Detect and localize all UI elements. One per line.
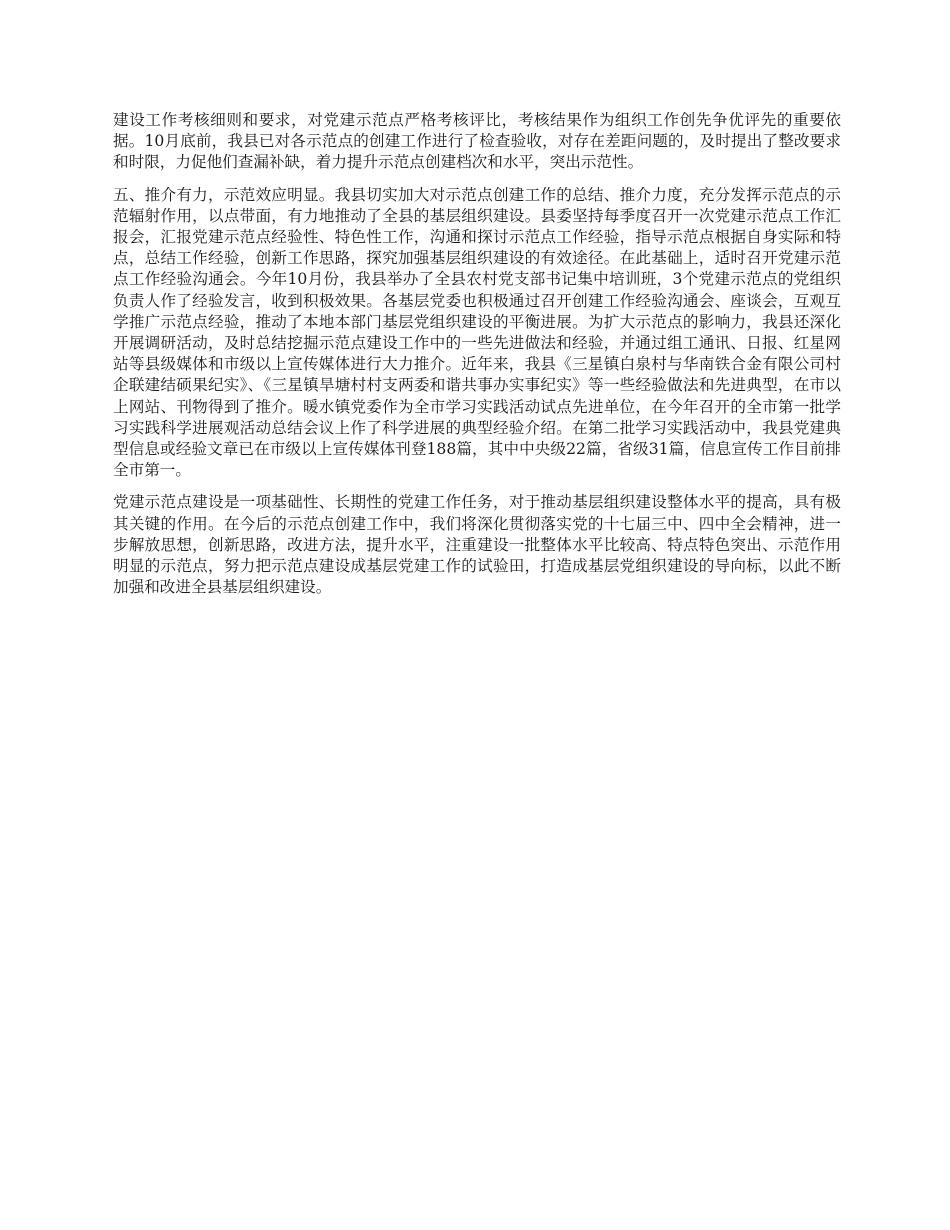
paragraph-assessment: 建设工作考核细则和要求，对党建示范点严格考核评比，考核结果作为组织工作创先争优评先的重要依据。10月底前，我县已对各示范点的创建工作进行了检查验收，对存在差距问题的，及时提出了整改要求和时限，力促他们查漏补缺，着力提升示范点创建档次和水平，突出示范性。 xyxy=(113,111,841,172)
document-body xyxy=(113,110,841,609)
paragraph-conclusion: 党建示范点建设是一项基础性、长期性的党建工作任务，对于推动基层组织建设整体水平的提高，具有极其关键的作用。在今后的示范点创建工作中，我们将深化贯彻落实党的十七届三中、四中全会精神，进一步解放思想，创新思路，改进方法，提升水平，注重建设一批整体水平比较高、特点特色突出、示范作用明显的示范点，努力把示范点建设成基层党建工作的试验田，打造成基层党组织建设的导向标，以此不断加强和改进全县基层组织建设。 xyxy=(113,493,841,597)
paragraph-promotion: 五、推介有力，示范效应明显。我县切实加大对示范点创建工作的总结、推介力度，充分发挥示范点的示范辐射作用，以点带面，有力地推动了全县的基层组织建设。县委坚持每季度召开一次党建示范点工作汇报会，汇报党建示范点经验性、特色性工作，沟通和探讨示范点工作经验，指导示范点根据自身实际和特点，总结工作经验，创新工作思路，探究加强基层组织建设的有效途径。在此基础上，适时召开党建示范点工作经验沟通会。今年10月份，我县举办了全县农村党支部书记集中培训班，3个党建示范点的党组织负责人作了经验发言，收到积极效果。各基层党委也积极通过召开创建工作经验沟通会、座谈会，互观互学推广示范点经验，推动了本地本部门基层党组织建设的平衡进展。为扩大示范点的影响力，我县还深化开展调研活动，及时总结挖掘示范点建设工作中的一些先进做法和经验，并通过组工通讯、日报、红星网站等县级媒体和市级以上宣传媒体进行大力推介。近年来，我县《三星镇白泉村与华南铁合金有限公司村企联建结硕果纪实》、《三星镇旱塘村村支两委和谐共事办实事纪实》等一些经验做法和先进典型，在市以上网站、刊物得到了推介。暖水镇党委作为全市学习实践活动试点先进单位，在今年召开的全市第一批学习实践科学进展观活动总结会议上作了科学进展的典型经验介绍。在第二批学习实践活动中，我县党建典型信息或经验文章已在市级以上宣传媒体刊登188篇，其中中央级22篇，省级31篇，信息宣传工作目前排全市第一。 xyxy=(113,185,841,480)
